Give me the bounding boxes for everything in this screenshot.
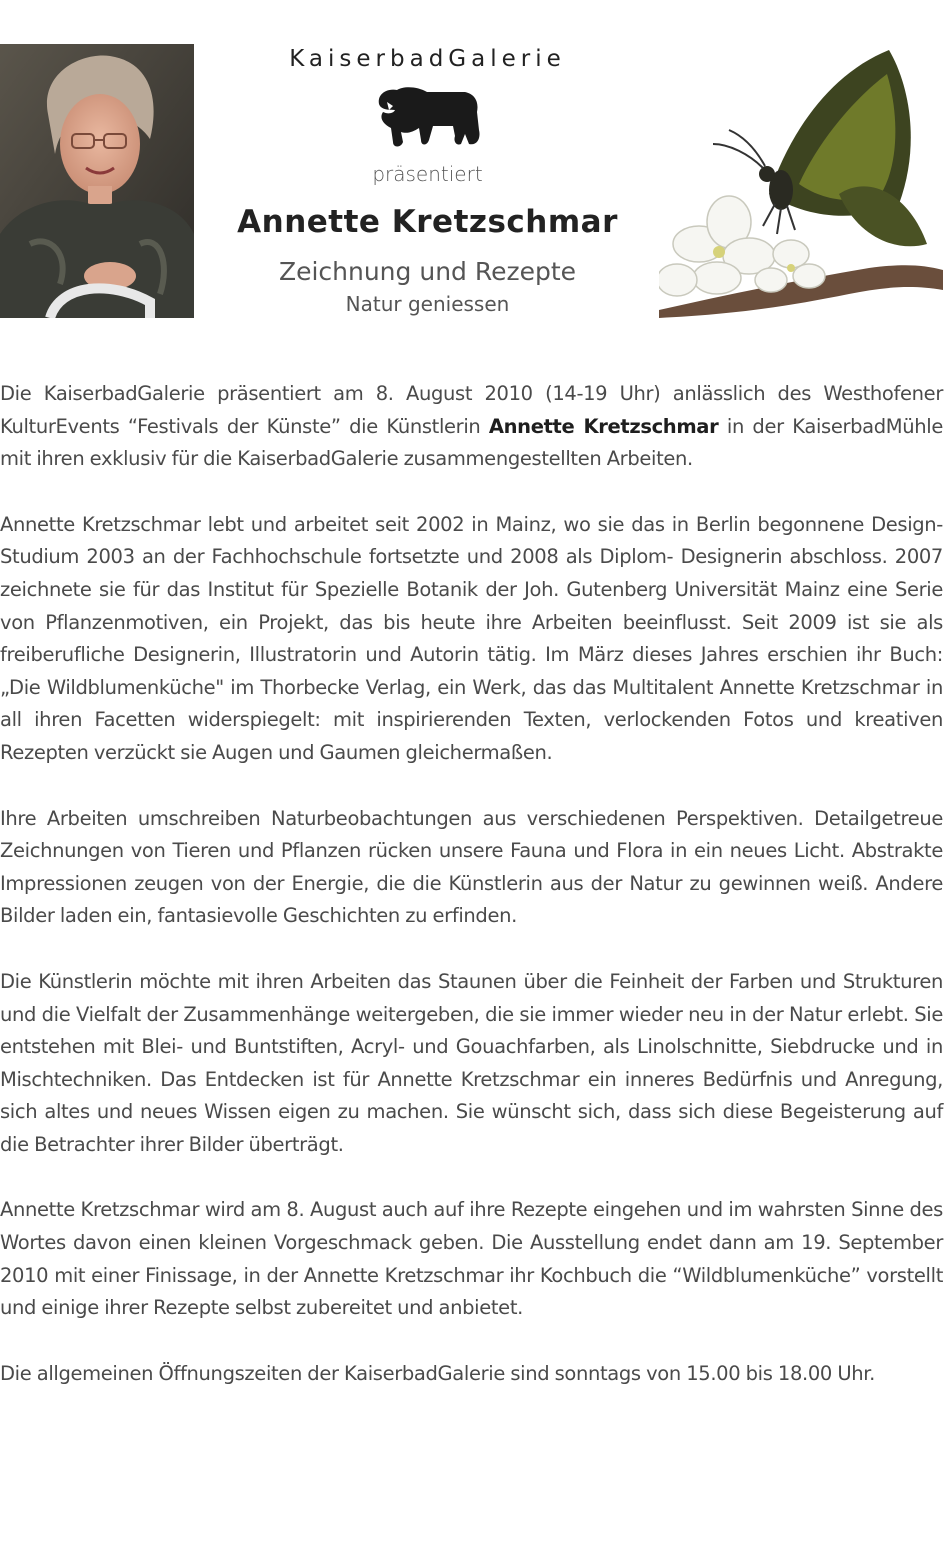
portrait-image — [0, 44, 194, 318]
exhibition-subtitle: Zeichnung und Rezepte — [278, 257, 577, 286]
paragraph-techniques: Die Künstlerin möchte mit ihren Arbeiten das Staunen über die Feinheit der Farben und Strukturen und die Vielfalt der Zusammenhänge weitergeben, die sie immer wieder neu in der Natur erlebt. Sie entstehen mit Blei- und Buntstiften, Acryl- und Gouachfarben, als Linolschnitte, Siebdrucke und in Mischtechniken. Das Entdecken ist für Annette Kretzschmar ein inneres Bedürfnis und Anregung, sich altes und neues Wissen eigen zu machen. Sie wünscht sich, dass sich diese Begeisterung auf die Betrachter ihrer Bilder überträgt. — [0, 969, 943, 1156]
article-body — [0, 378, 943, 1423]
presents-label: präsentiert — [372, 162, 483, 186]
paragraph-biography: Annette Kretzschmar lebt und arbeitet seit 2002 in Mainz, wo sie das in Berlin begonnene Design-Studium 2003 an der Fachhochschule fortsetzte und 2008 als Diplom- Designerin abschloss. 2007 zeichnete sie für das Institut für Spezielle Botanik der Joh. Gutenberg Universität Mainz eine Serie von Pflanzenmotiven, ein Projekt, das bis heute ihre Arbeiten beeinflusst. Seit 2009 ist sie als freiberufliche Designerin, Illustratorin und Autorin tätig. Im März dieses Jahres erschien ihr Buch: „Die Wildblumenküche" im Thorbecke Verlag, ein Werk, das das Multitalent Annette Kretzschmar in all ihren Facetten widerspiegelt: mit inspirierenden Texten, verlockenden Fotos und kreativen Rezepten verzückt sie Augen und Gaumen gleichermaßen. — [0, 512, 943, 764]
paragraph-finissage: Annette Kretzschmar wird am 8. August auch auf ihre Rezepte eingehen und im wahrsten Sinne des Wortes davon einen kleinen Vorgeschmack geben. Die Ausstellung endet dann am 19. September 2010 mit einer Finissage, in der Annette Kretzschmar ihr Kochbuch die “Wildblumenküche” vorstellt und einige ihrer Rezepte selbst zubereitet und anbietet. — [0, 1198, 943, 1320]
butterfly-image — [659, 44, 943, 318]
intro-text-start: Die KaiserbadGalerie präsentiert am 8. August 2010 (14-19 Uhr) anlässlich des Westhofener KulturEvents “Festivals der Künste” die Künstlerin — [0, 382, 943, 438]
artist-portrait — [0, 44, 194, 318]
exhibition-tagline: Natur geniessen — [345, 292, 510, 316]
paragraph-intro — [0, 378, 943, 476]
paragraph-works: Ihre Arbeiten umschreiben Naturbeobachtungen aus verschiedenen Perspektiven. Detailgetreue Zeichnungen von Tieren und Pflanzen rücken unsere Fauna und Flora in ein neues Licht. Abstrakte Impressionen zeugen von der Energie, die die Künstlerin aus der Natur zu gewinnen weiß. Andere Bilder laden ein, fantasievolle Geschichten zu erfinden. — [0, 806, 943, 928]
header-title-block — [200, 44, 655, 318]
lion-logo-icon — [373, 84, 483, 150]
intro-artist-name: Annette Kretzschmar — [488, 414, 719, 438]
paragraph-opening-hours: Die allgemeinen Öffnungszeiten der KaiserbadGalerie sind sonntags von 15.00 bis 18.00 Uhr. — [0, 1361, 875, 1385]
intro-text-end: in der KaiserbadMühle mit ihren exklusiv für die KaiserbadGalerie zusammengestellten Arbeiten. — [0, 414, 944, 471]
page-header — [0, 0, 950, 330]
artist-name-title: Annette Kretzschmar — [237, 204, 618, 240]
butterfly-illustration — [659, 44, 943, 318]
gallery-brand: KaiserbadGalerie — [289, 46, 566, 72]
